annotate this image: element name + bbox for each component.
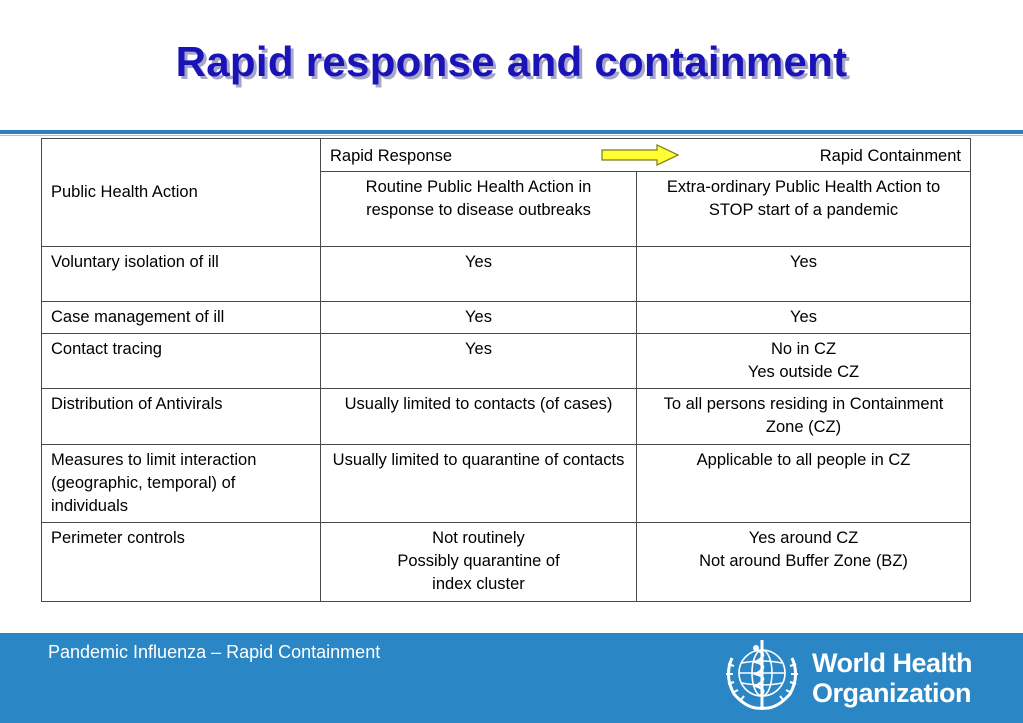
containment-line: Yes outside CZ xyxy=(747,363,860,381)
response-line: Not routinely xyxy=(432,529,525,547)
row-containment-cell: Applicable to all people in CZ xyxy=(637,445,971,523)
table-row xyxy=(42,302,971,334)
row-action-cell: Perimeter controls xyxy=(42,523,321,602)
header-action-label: Public Health Action xyxy=(51,183,198,201)
table-row xyxy=(42,523,971,602)
row-response-cell: Yes xyxy=(321,334,637,389)
row-containment-cell: Yes xyxy=(637,302,971,334)
table-row xyxy=(42,247,971,302)
response-line: Possibly quarantine of xyxy=(397,552,560,570)
who-name-line1: World Health xyxy=(812,648,973,678)
table-row xyxy=(42,445,971,523)
who-name xyxy=(812,648,972,708)
header-rapid-containment: Rapid Containment xyxy=(819,147,961,165)
row-action-cell: Distribution of Antivirals xyxy=(42,389,321,445)
row-response-cell: Usually limited to contacts (of cases) xyxy=(321,389,637,445)
table-row xyxy=(42,389,971,445)
row-response-cell xyxy=(321,523,637,602)
comparison-table xyxy=(41,138,971,602)
header-response-desc: Routine Public Health Action in response to disease outbreaks xyxy=(321,172,637,247)
row-response-cell: Yes xyxy=(321,302,637,334)
row-response-cell: Yes xyxy=(321,247,637,302)
header-public-health-action xyxy=(42,139,321,247)
containment-line: No in CZ xyxy=(770,340,837,358)
title-divider-thin xyxy=(0,135,1023,136)
header-rapid-response: Rapid Response xyxy=(330,147,452,165)
row-action-cell: Case management of ill xyxy=(42,302,321,334)
who-name-line2: Organization xyxy=(812,678,972,708)
table-row xyxy=(42,334,971,389)
containment-line: Not around Buffer Zone (BZ) xyxy=(699,552,908,570)
row-action-cell: Measures to limit interaction (geographic, temporal) of individuals xyxy=(42,445,321,523)
header-containment-desc: Extra-ordinary Public Health Action to STOP start of a pandemic xyxy=(637,172,971,247)
title-divider xyxy=(0,130,1023,134)
containment-line: Yes around CZ xyxy=(748,529,859,547)
who-emblem-icon xyxy=(718,636,806,716)
row-action-cell: Contact tracing xyxy=(42,334,321,389)
footer-title: Pandemic Influenza – Rapid Containment xyxy=(48,642,381,662)
row-response-cell: Usually limited to quarantine of contacts xyxy=(321,445,637,523)
table-header-row xyxy=(42,139,971,172)
row-action-cell: Voluntary isolation of ill xyxy=(42,247,321,302)
row-containment-cell: Yes xyxy=(637,247,971,302)
row-containment-cell xyxy=(637,523,971,602)
header-response-vs-containment xyxy=(321,139,971,172)
right-arrow-icon xyxy=(601,144,679,166)
row-containment-cell: To all persons residing in Containment Zone (CZ) xyxy=(637,389,971,445)
response-line: index cluster xyxy=(432,575,525,593)
slide-title: Rapid response and containment xyxy=(175,38,848,85)
row-containment-cell xyxy=(637,334,971,389)
